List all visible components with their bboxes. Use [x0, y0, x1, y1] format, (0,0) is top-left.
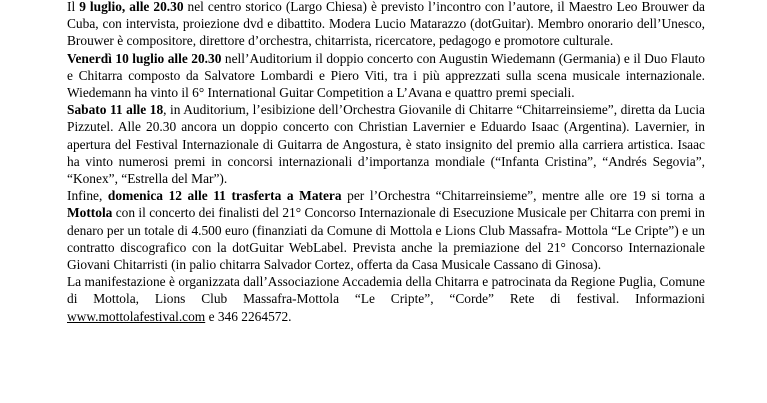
bold-text: Mottola [67, 205, 113, 221]
body-text: e 346 2264572. [205, 308, 292, 324]
bold-text: 9 luglio, alle 20.30 [79, 0, 184, 14]
bold-text: domenica 12 alle 11 trasferta a Matera [107, 188, 342, 204]
paragraph-july-10 [67, 50, 705, 102]
article-body [67, 0, 705, 325]
website-link[interactable]: www.mottolafestival.com [67, 308, 206, 324]
body-text: con il concerto dei finalisti del 21° Concorso Internazionale di Esecuzione Musicale per Chitarra con premi in denaro per un totale di 4.500 euro (finanziati da Comune di Mottola e Lions Club Massafra- Mottola “Le Cripte”) e un contratto discografico con la dotGuitar WebLabel. Prevista anche la premiazione del 21° Concorso Internazionale Giovani Chitarristi (in palio chitarra Salvador Cortez, offerta da Casa Musicale Cassano di Ginosa). [67, 205, 705, 273]
body-text: Il [67, 0, 80, 14]
paragraph-july-11 [67, 101, 705, 187]
bold-text: Venerdì 10 luglio alle 20.30 [67, 50, 222, 66]
body-text: Infine, [67, 188, 108, 204]
paragraph-july-9 [67, 0, 705, 50]
body-text: La manifestazione è organizzata dall’Associazione Accademia della Chitarra e patrocinata da Regione Puglia, Comune di Mottola, Lions Club Massafra-Mottola “Le Cripte”, “Corde” Rete di festival. Informazioni [67, 274, 705, 307]
paragraph-organization [67, 273, 705, 325]
body-text: nel centro storico (Largo Chiesa) è previsto l’incontro con l’autore, il Maestro Leo Brouwer da Cuba, con intervista, proiezione dvd e dibattito. Modera Lucio Matarazzo (dotGuitar). Membro onorario dell’Unesco, Brouwer è compositore, direttore d’orchestra, chitarrista, ricercatore, pedagogo e promotore culturale. [67, 0, 705, 49]
body-text: nell’Auditorium il doppio concerto con Augustin Wiedemann (Germania) e il Duo Flauto e Chitarra composto da Salvatore Lombardi e Piero Viti, tra i più apprezzati sulla scena musicale internazionale. Wiedemann ha vinto il 6° International Guitar Competition a L’Avana e quattro premi speciali. [67, 50, 706, 101]
body-text: per l’Orchestra “Chitarreinsieme”, mentre alle ore 19 si torna a [341, 188, 705, 204]
paragraph-july-12 [67, 187, 705, 273]
bold-text: Sabato 11 alle 18 [67, 102, 164, 118]
body-text: , in Auditorium, l’esibizione dell’Orchestra Giovanile di Chitarre “Chitarreinsieme”, diretta da Lucia Pizzutel. Alle 20.30 ancora un doppio concerto con Christian Lavernier e Eduardo Isaac (Argentina). Lavernier, in apertura del Festival Internazionale di Guitarra de Angostura, è stato insignito del premio alla carriera artistica. Isaac ha vinto numerosi premi in concorsi internazionali d’importanza mondiale (“Infanta Cristina”, “Andrés Segovia”, “Konex”, “Estrella del Mar”). [67, 102, 705, 187]
